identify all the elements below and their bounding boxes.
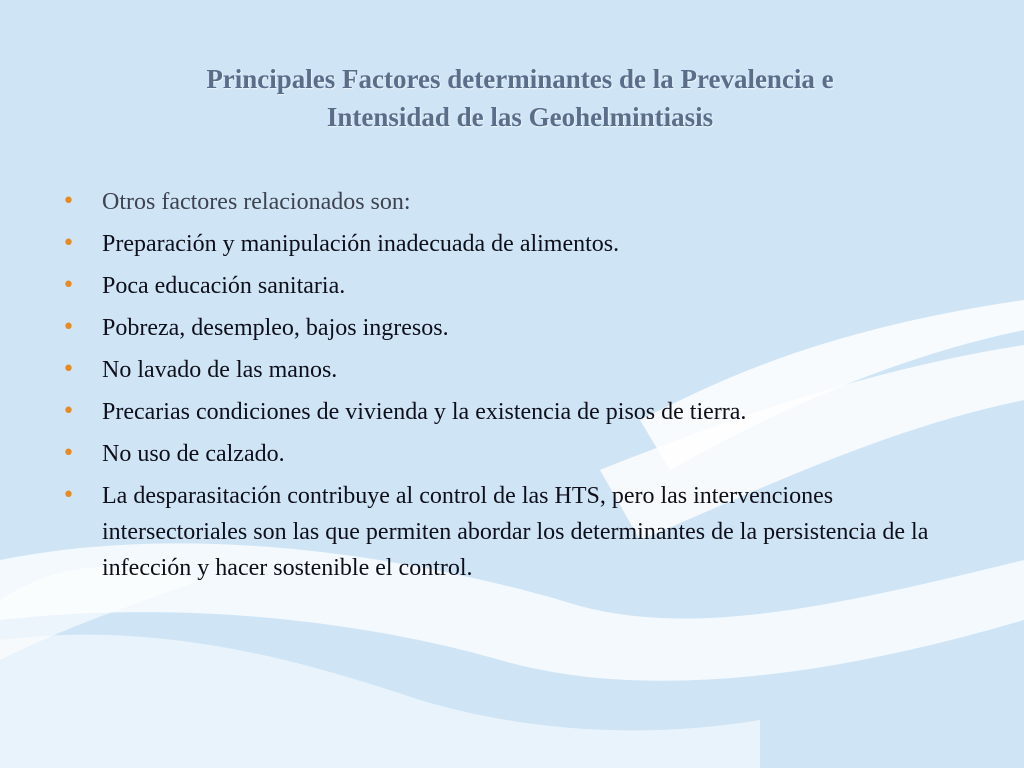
- bullet-item: [60, 268, 960, 304]
- bullet-dot-icon: •: [62, 273, 75, 298]
- bullet-text: No lavado de las manos.: [102, 357, 338, 383]
- bullet-dot-icon: •: [62, 483, 75, 508]
- bullet-text: Pobreza, desempleo, bajos ingresos.: [102, 315, 449, 341]
- bullet-item: [60, 184, 960, 220]
- bullet-item: [60, 478, 960, 586]
- bullet-dot-icon: •: [62, 357, 75, 382]
- bullet-item: [60, 436, 960, 472]
- bullet-text: Otros factores relacionados son:: [102, 189, 411, 215]
- bullet-item: [60, 394, 960, 430]
- bullet-text: Precarias condiciones de vivienda y la existencia de pisos de tierra.: [102, 399, 747, 425]
- bullet-dot-icon: •: [62, 441, 75, 466]
- bullet-dot-icon: •: [62, 315, 75, 340]
- bullet-item: [60, 310, 960, 346]
- slide-title-line-2: Intensidad de las Geohelmintiasis: [326, 102, 714, 132]
- bullet-dot-icon: •: [62, 231, 75, 256]
- bullet-text: Poca educación sanitaria.: [102, 273, 346, 299]
- bullet-list: [60, 184, 960, 592]
- bullet-item: [60, 226, 960, 262]
- bullet-dot-icon: •: [62, 399, 75, 424]
- bullet-dot-icon: •: [62, 189, 75, 214]
- bullet-item: [60, 352, 960, 388]
- bullet-text: No uso de calzado.: [102, 441, 285, 467]
- slide-title: [60, 60, 980, 136]
- bullet-text: Preparación y manipulación inadecuada de alimentos.: [102, 231, 620, 257]
- slide-title-line-1: Principales Factores determinantes de la Prevalencia e: [206, 64, 834, 94]
- bullet-text: La desparasitación contribuye al control de las HTS, pero las intervenciones intersectoriales son las que permiten abordar los determinantes de la persistencia de la infección y hacer sostenible el control.: [102, 483, 929, 581]
